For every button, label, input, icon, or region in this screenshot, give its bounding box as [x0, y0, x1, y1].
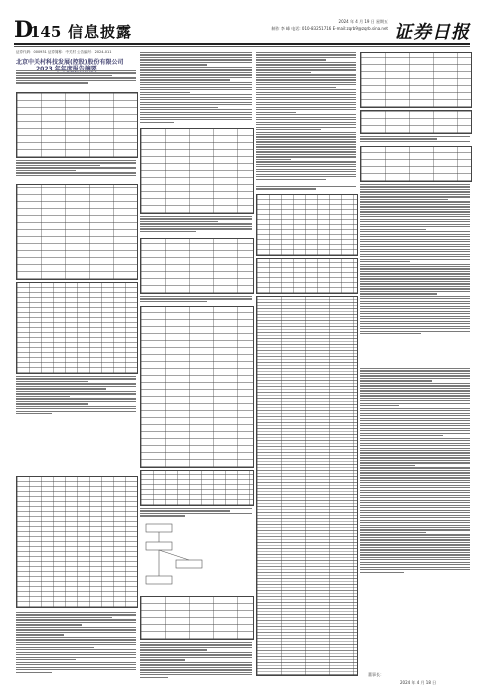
date-line: 2024 年 4 月 19 日 星期五	[338, 19, 388, 24]
masthead	[14, 18, 470, 42]
page-letter: D	[14, 17, 34, 43]
col1-text-d	[16, 612, 136, 674]
col2-text-a	[140, 52, 252, 124]
col2-table-2	[140, 238, 254, 294]
col1-table-3	[16, 282, 138, 374]
company-name: 北京中关村科技发展(控股)股份有限公司	[16, 59, 124, 66]
col4-text-b	[360, 184, 470, 336]
col2-text-b	[140, 216, 252, 233]
equity-structure-diagram	[140, 520, 252, 590]
col3-table-2	[256, 258, 358, 294]
page-number: 145	[30, 23, 62, 41]
col2-table-4	[140, 470, 254, 506]
col1-text-c	[16, 376, 136, 416]
col1-text-b	[16, 160, 136, 177]
col2-text-d	[140, 508, 252, 518]
col4-table-3	[360, 146, 472, 182]
signature-label: 董事长：	[368, 672, 384, 677]
col2-table-3	[140, 306, 254, 468]
col3-text-b	[256, 186, 356, 191]
col4-table-2	[360, 110, 472, 134]
col1-table-1	[16, 92, 138, 158]
section-title: 信息披露	[68, 23, 133, 41]
col2-text-e	[140, 642, 252, 679]
col3-table-1	[256, 194, 358, 256]
col3-text-a	[256, 52, 356, 181]
masthead-rule-thin	[14, 46, 470, 47]
newspaper-logo: 证券日报	[394, 22, 470, 43]
col4-text-a	[360, 136, 470, 143]
code-line: 证券代码：000931 证券简称：中关村 公告编号：2024-011	[16, 50, 112, 54]
col2-text-c	[140, 296, 252, 303]
col1-table-2	[16, 184, 138, 280]
col2-table-1	[140, 128, 254, 214]
col4-table-1	[360, 52, 472, 108]
col4-text-c	[360, 368, 470, 574]
signature-date: 2024 年 4 月 18 日	[400, 680, 437, 685]
col3-table-3	[256, 296, 358, 676]
contact-line: 制作 李 峰 电话: 010-83251716 E-mail:zqrb9@zqrb.sina.net	[271, 26, 388, 31]
col1-table-4	[16, 476, 138, 608]
masthead-rule	[14, 43, 470, 45]
col1-text-a	[16, 70, 136, 85]
col2-table-5	[140, 596, 254, 640]
